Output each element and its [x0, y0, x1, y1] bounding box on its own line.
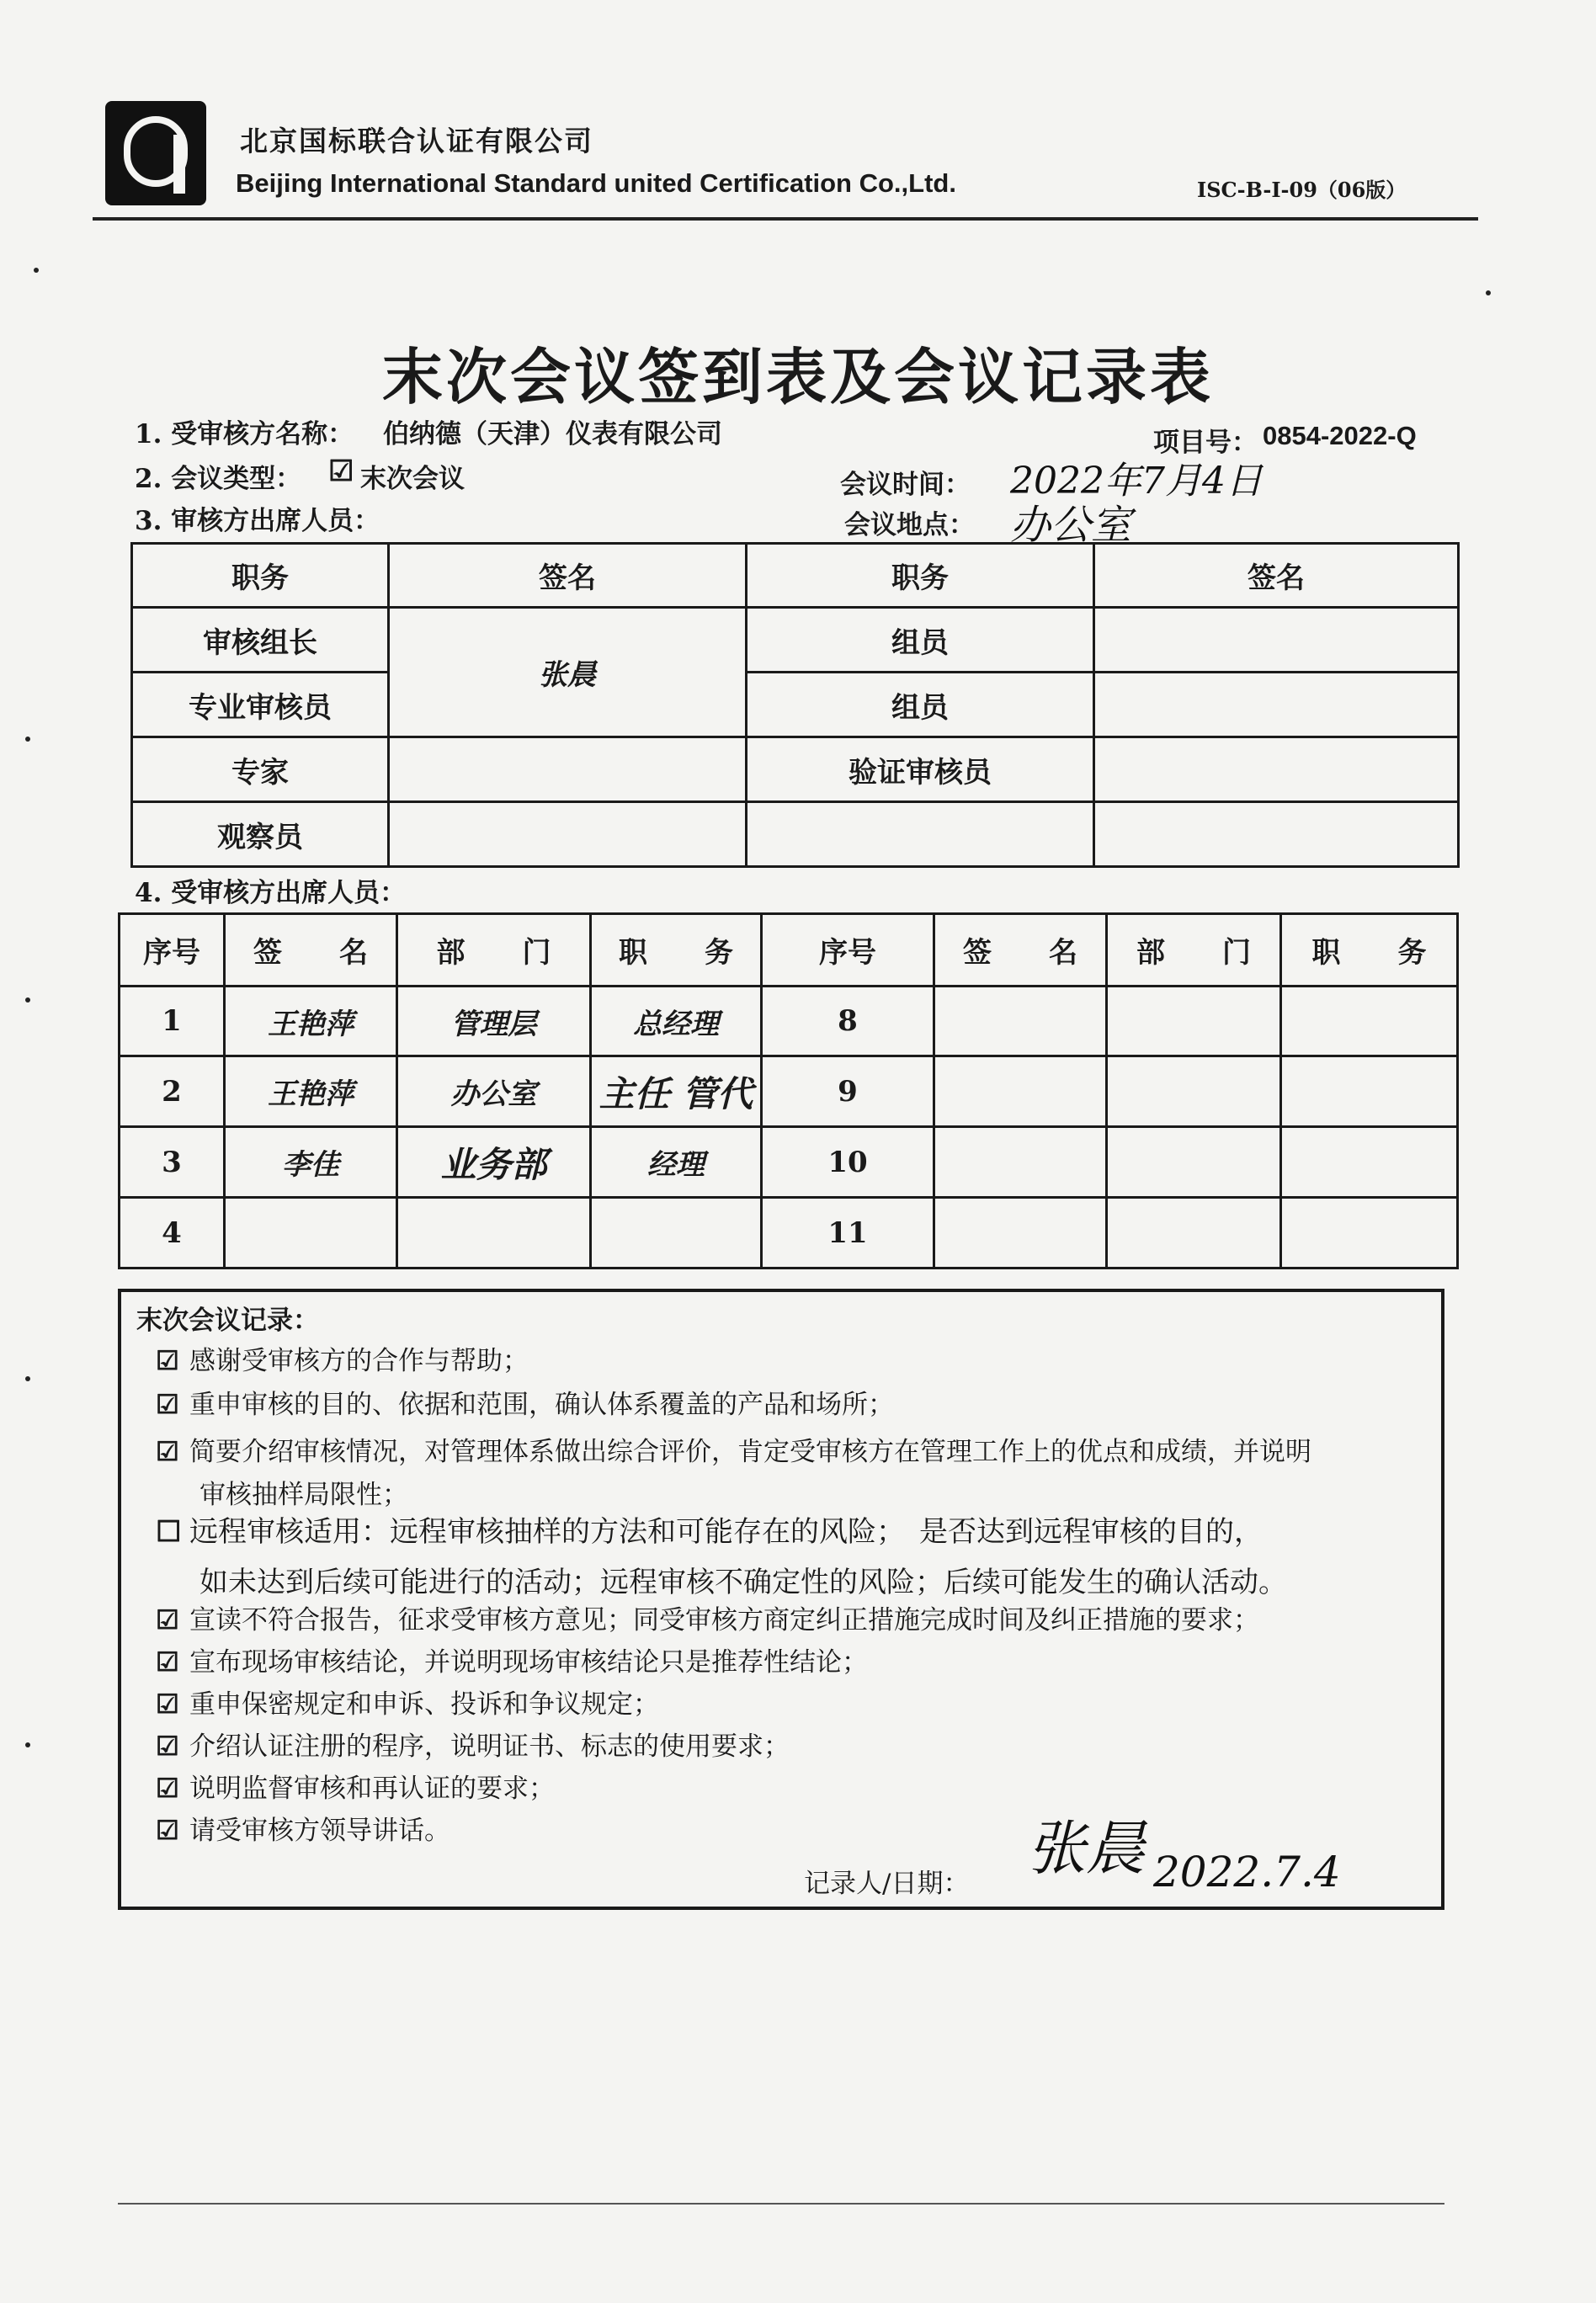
record-item-text: 请受审核方领导讲话。	[189, 1816, 450, 1846]
role-cell: 观察员	[132, 802, 389, 867]
record-item	[156, 1341, 529, 1381]
checkbox-icon: ☑	[156, 1437, 179, 1467]
recorder-signature: 张晨	[1027, 1814, 1145, 1883]
signature-cell	[1094, 608, 1459, 673]
scan-speck	[25, 1742, 30, 1747]
document-code: ISC-B-I-09（06版）	[1197, 178, 1407, 202]
scan-speck	[34, 268, 39, 273]
company-name-cn: 北京国标联合认证有限公司	[240, 125, 593, 157]
auditee-name-label: 1. 受审核方名称：	[135, 419, 354, 449]
checkbox-icon: ☑	[156, 1816, 179, 1846]
attendee-department	[1107, 1127, 1281, 1198]
checkbox-icon: ☑	[156, 1774, 179, 1804]
company-name-en: Beijing International Standard united Certification Co.,Ltd.	[236, 168, 956, 198]
meeting-place-value: 办公室	[1010, 502, 1132, 549]
signature-cell	[389, 737, 747, 802]
table-row	[120, 1056, 1458, 1127]
record-item-text: 简要介绍审核情况，对管理体系做出综合评价，肯定受审核方在管理工作上的优点和成绩，并说明	[189, 1437, 1311, 1467]
audit-table-header	[132, 544, 1459, 608]
role-cell: 专家	[132, 737, 389, 802]
header-dept-1: 部 门	[397, 914, 591, 987]
checkbox-icon: ☑	[156, 1647, 179, 1678]
checkbox-icon: ☑	[156, 1346, 179, 1376]
auditee-attendees-table	[118, 912, 1459, 1269]
record-item	[156, 1811, 450, 1851]
row-number: 4	[120, 1198, 225, 1269]
attendee-signature	[225, 1198, 397, 1269]
header-signature-1: 签名	[389, 544, 747, 608]
attendee-department	[1107, 1056, 1281, 1127]
attendee-title: 经理	[591, 1127, 762, 1198]
record-item-continuation: 审核抽样局限性；	[200, 1480, 408, 1510]
attendee-title: 主任 管代	[591, 1056, 762, 1127]
record-item	[156, 1432, 1311, 1472]
header-title-2: 职 务	[1281, 914, 1458, 987]
attendee-title	[1281, 987, 1458, 1056]
table-row	[120, 1127, 1458, 1198]
row-number: 2	[120, 1056, 225, 1127]
checkbox-icon: ☐	[156, 1515, 182, 1549]
recorder-date: 2022.7.4	[1153, 1848, 1341, 1896]
attendee-department: 业务部	[397, 1127, 591, 1198]
checkbox-icon: ☑	[156, 1605, 179, 1636]
auditee-attendees-label: 4. 受审核方出席人员：	[135, 878, 407, 908]
record-item-text: 远程审核适用：远程审核抽样的方法和可能存在的风险； 是否达到远程审核的目的，	[189, 1515, 1263, 1549]
scan-speck	[25, 997, 30, 1003]
meeting-type-value: 末次会议	[360, 464, 465, 494]
attendee-title	[1281, 1056, 1458, 1127]
scan-speck	[25, 1376, 30, 1381]
record-item	[156, 1684, 659, 1725]
attendee-signature	[934, 1127, 1107, 1198]
signature-cell	[1094, 737, 1459, 802]
meeting-type-label: 2. 会议类型：	[135, 464, 302, 494]
auditee-name-value: 伯纳德（天津）仪表有限公司	[383, 419, 722, 449]
header-role-1: 职务	[132, 544, 389, 608]
row-number: 1	[120, 987, 225, 1056]
attendee-department	[397, 1198, 591, 1269]
project-number-value: 0854-2022-Q	[1263, 421, 1417, 450]
header-divider	[93, 217, 1478, 221]
row-number: 8	[762, 987, 934, 1056]
header-role-2: 职务	[747, 544, 1094, 608]
attendee-department: 管理层	[397, 987, 591, 1056]
record-item	[156, 1600, 1259, 1641]
role-cell	[747, 802, 1094, 867]
checkbox-icon: ☑	[156, 1390, 179, 1420]
form-title: 末次会议签到表及会议记录表	[381, 341, 1214, 412]
record-item-text: 说明监督审核和再认证的要求；	[189, 1774, 555, 1804]
attendee-signature	[934, 987, 1107, 1056]
row-number: 11	[762, 1198, 934, 1269]
row-number: 9	[762, 1056, 934, 1127]
record-item-text: 宣读不符合报告，征求受审核方意见；同受审核方商定纠正措施完成时间及纠正措施的要求；	[189, 1605, 1259, 1636]
audit-team-table	[130, 542, 1460, 868]
record-item-text: 介绍认证注册的程序，说明证书、标志的使用要求；	[189, 1731, 790, 1762]
role-cell: 专业审核员	[132, 673, 389, 737]
record-item-continuation: 如未达到后续可能进行的活动；远程审核不确定性的风险；后续可能发生的确认活动。	[200, 1566, 1287, 1599]
attendee-signature: 王艳萍	[225, 987, 397, 1056]
header-dept-2: 部 门	[1107, 914, 1281, 987]
table-row	[132, 673, 1459, 737]
attendee-signature	[934, 1198, 1107, 1269]
record-item-text: 重申审核的目的、依据和范围，确认体系覆盖的产品和场所；	[189, 1390, 894, 1420]
table-row	[132, 802, 1459, 867]
recorder-label: 记录人/日期：	[804, 1869, 970, 1899]
checkbox-icon: ☑	[156, 1689, 179, 1720]
header-signature-2: 签名	[1094, 544, 1459, 608]
record-item	[156, 1726, 790, 1767]
table-row	[132, 608, 1459, 673]
role-cell: 审核组长	[132, 608, 389, 673]
attendee-department	[1107, 1198, 1281, 1269]
meeting-record-title: 末次会议记录：	[136, 1306, 319, 1336]
record-item	[156, 1768, 555, 1809]
signature-cell	[389, 802, 747, 867]
project-number-label: 项目号：	[1153, 428, 1258, 458]
row-number: 3	[120, 1127, 225, 1198]
company-logo	[105, 101, 206, 205]
logo-bar	[173, 135, 185, 194]
meeting-place-label: 会议地点：	[844, 510, 975, 540]
signature-cell	[1094, 673, 1459, 737]
table-row	[120, 987, 1458, 1056]
audit-attendees-label: 3. 审核方出席人员：	[135, 506, 380, 536]
attendee-department	[1107, 987, 1281, 1056]
table-row	[132, 737, 1459, 802]
attendee-title	[591, 1198, 762, 1269]
attendee-title	[1281, 1127, 1458, 1198]
footer-divider	[118, 2203, 1444, 2205]
record-item	[156, 1385, 894, 1425]
attendee-title	[1281, 1198, 1458, 1269]
meeting-time-label: 会议时间：	[840, 470, 971, 500]
signature-cell	[1094, 802, 1459, 867]
role-cell: 组员	[747, 673, 1094, 737]
attendee-title: 总经理	[591, 987, 762, 1056]
header-name-1: 签 名	[225, 914, 397, 987]
record-item	[156, 1642, 868, 1683]
attendee-signature: 王艳萍	[225, 1056, 397, 1127]
row-number: 10	[762, 1127, 934, 1198]
header-no-2: 序号	[762, 914, 934, 987]
attendee-department: 办公室	[397, 1056, 591, 1127]
record-item-text: 宣布现场审核结论，并说明现场审核结论只是推荐性结论；	[189, 1647, 868, 1678]
logo-ring	[124, 116, 188, 187]
scan-speck	[1486, 290, 1491, 295]
scan-speck	[25, 737, 30, 742]
record-item	[156, 1512, 1263, 1552]
header-title-1: 职 务	[591, 914, 762, 987]
record-item-text: 重申保密规定和申诉、投诉和争议规定；	[189, 1689, 659, 1720]
attendee-signature: 李佳	[225, 1127, 397, 1198]
checkbox-icon: ☑	[156, 1731, 179, 1762]
meeting-time-value: 2022年7月4日	[1010, 460, 1263, 503]
role-cell: 验证审核员	[747, 737, 1094, 802]
table-row	[120, 1198, 1458, 1269]
leader-signature: 张晨	[389, 608, 747, 737]
auditee-table-header	[120, 914, 1458, 987]
attendee-signature	[934, 1056, 1107, 1127]
header-name-2: 签 名	[934, 914, 1107, 987]
role-cell: 组员	[747, 608, 1094, 673]
record-item-text: 感谢受审核方的合作与帮助；	[189, 1346, 529, 1376]
meeting-type-checkbox: ☑	[328, 455, 354, 488]
header-no-1: 序号	[120, 914, 225, 987]
